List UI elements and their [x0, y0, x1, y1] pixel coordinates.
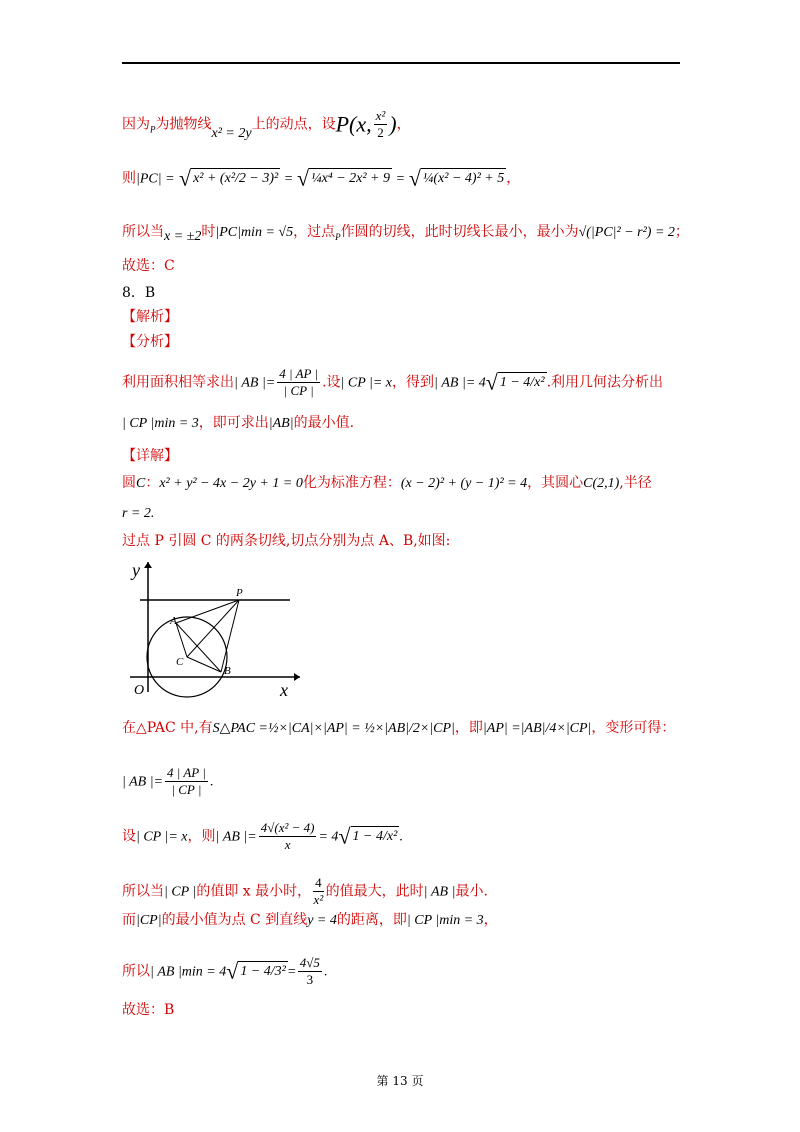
text-line-20: 故选：B [122, 1002, 175, 1018]
math-expression: | CP |= x [340, 375, 393, 391]
fraction-numerator: 4 | AP | [167, 765, 206, 780]
geometry-figure [130, 562, 300, 706]
text-line-8 [122, 366, 663, 399]
fraction-denominator: | CP | [283, 383, 314, 398]
math-equation: y = 4 [307, 913, 337, 928]
math-expression: | CP |min = 3 [406, 913, 484, 928]
text: 的距离，即 [336, 912, 407, 928]
math-expression: |AB|/2 [384, 721, 420, 736]
text: . [209, 774, 214, 790]
text-line-11 [122, 473, 652, 494]
math-var: P [335, 231, 341, 242]
math-equation: x² = 2y [211, 125, 252, 141]
math-expression: ×|CP| [556, 721, 592, 736]
text: . [399, 829, 403, 845]
math-radicand: 1 − 4/x² [498, 372, 547, 393]
text: 因为 [122, 116, 150, 133]
math-point: P(x, [335, 111, 372, 137]
math-fraction [277, 366, 320, 399]
label-x: x [280, 680, 288, 700]
text: 圆 [122, 475, 136, 491]
text: 所以当 [122, 224, 164, 240]
math-expression: √(|PC|² − r²) = 2 [578, 225, 675, 240]
math-expression: | AB | [423, 884, 456, 900]
fraction-numerator: 4 [315, 875, 322, 890]
page-number: 第 13 页 [376, 1074, 424, 1088]
text: ，得到 [392, 374, 435, 391]
math-fraction [298, 955, 322, 988]
label-b: B [224, 665, 231, 677]
text: 设 [122, 828, 136, 845]
text: . [323, 964, 328, 980]
text: 最小. [455, 883, 488, 900]
label-p: P [236, 587, 243, 599]
math-expression: | AB |= [215, 829, 257, 845]
text-line-4: 故选：C [122, 258, 175, 274]
fraction-denominator: | CP | [171, 782, 202, 797]
text: 时 [201, 224, 216, 240]
text: 而 [122, 912, 136, 928]
tangent-pa [176, 600, 239, 623]
segment-cb [187, 657, 221, 672]
text: ， [483, 912, 498, 928]
text: ,半径 [619, 475, 652, 491]
text: .设 [322, 374, 341, 391]
math-expression: |PC|min = √5 [215, 225, 294, 240]
math-var: C [136, 476, 146, 491]
math-radicand: ¼(x² − 4)² + 5 [421, 168, 506, 189]
text: ， [396, 116, 411, 133]
sqrt-symbol: √ [297, 165, 310, 191]
segment-pc [187, 600, 239, 657]
math-equation: x² + y² − 4x − 2y + 1 = 0 [159, 476, 303, 491]
sqrt-symbol: √ [179, 165, 192, 191]
math-paren: ) [389, 111, 397, 137]
header-rule [122, 62, 680, 64]
math-expression: | AB |min = 4 [150, 964, 227, 980]
text-line-18 [122, 910, 498, 931]
text: ，其圆心 [527, 475, 584, 491]
text: 为抛物线 [155, 116, 212, 133]
fraction-numerator: 4√5 [299, 955, 320, 970]
text: 所以 [122, 963, 150, 980]
text-line-2 [122, 165, 521, 191]
text: 在△PAC 中,有 [122, 720, 213, 736]
text: ，过点 [293, 224, 336, 240]
label-y: y [132, 562, 140, 580]
label-o: O [134, 683, 145, 698]
tangent-pb [221, 600, 239, 672]
math-expression: |CP| [136, 913, 162, 928]
text-line-17 [122, 875, 488, 908]
math-expression: |PC| = [136, 171, 175, 187]
section-heading-jiexi: 【解析】 [122, 309, 178, 325]
math-expression: |AP| = [482, 721, 521, 736]
text-line-14 [122, 718, 675, 739]
math-expression: | CP |= x [136, 829, 188, 845]
label-a: A [170, 615, 177, 627]
math-equals: = [396, 171, 405, 187]
segment-ac [176, 623, 187, 657]
section-heading-xiangjie: 【详解】 [122, 448, 178, 464]
sqrt-symbol: √ [408, 165, 421, 191]
text: 利用面积相等求出 [122, 374, 234, 391]
text: 上的动点，设 [251, 116, 336, 133]
text-line-13: 过点 P 引圆 C 的两条切线,切点分别为点 A、B,如图: [122, 533, 451, 549]
fraction-numerator: 4 | AP | [279, 366, 319, 381]
text-line-16 [122, 820, 403, 853]
sqrt-symbol: √ [226, 958, 239, 984]
math-expression: | AB |= [122, 774, 163, 790]
label-c: C [176, 656, 184, 668]
math-fraction [374, 108, 388, 141]
math-radicand: 1 − 4/3² [238, 961, 288, 982]
text: 所以当 [122, 883, 164, 900]
math-expression: | CP |min = 3 [122, 416, 199, 431]
answer-number: 8．B [122, 285, 156, 301]
math-equals: = [287, 964, 296, 980]
text-line-1 [122, 108, 411, 141]
x-axis-arrow [294, 673, 300, 681]
math-expression: |AB|/4 [520, 721, 557, 736]
text: 作圆的切线，此时切线长最小，最小为 [340, 224, 579, 240]
text: ， [506, 170, 521, 187]
math-expression: S△PAC = [212, 721, 268, 736]
math-expression: ×|CP| [419, 721, 455, 736]
section-heading-fenxi: 【分析】 [122, 334, 178, 350]
math-fraction [313, 875, 324, 908]
math-radicand: 1 − 4/x² [351, 826, 400, 847]
math-expression: ½×|CA|×|AP| = ½× [267, 721, 385, 736]
text: 的值最大，此时 [325, 883, 424, 900]
text: .利用几何法分析出 [546, 374, 664, 391]
math-expression: | AB |= 4 [434, 375, 486, 391]
math-equals: = [284, 171, 293, 187]
text-line-19 [122, 955, 327, 988]
sqrt-symbol: √ [485, 369, 498, 395]
geometry-diagram [130, 562, 300, 702]
math-expression: | AB |= [234, 375, 276, 391]
text: 则 [122, 170, 136, 187]
y-axis-arrow [144, 562, 152, 568]
fraction-numerator: x² [375, 108, 386, 123]
text: ： [145, 475, 160, 491]
math-fraction [259, 820, 317, 853]
text: ，变形可得： [591, 720, 676, 736]
math-condition: x = ±2 [164, 229, 202, 244]
fraction-denominator: 3 [306, 972, 314, 987]
text-line-12: r = 2. [122, 506, 155, 521]
text-line-15 [122, 765, 213, 798]
text: 化为标准方程： [302, 475, 401, 491]
math-expression: |AB| [268, 416, 294, 431]
text-line-3 [122, 222, 689, 247]
text: 的最小值为点 C 到直线 [161, 912, 308, 928]
sqrt-symbol: √ [338, 823, 351, 849]
text: ，则 [187, 828, 216, 845]
text-line-9 [122, 413, 354, 434]
text: ； [674, 224, 689, 240]
fraction-numerator: 4√(x² − 4) [260, 820, 315, 835]
math-equation: (x − 2)² + (y − 1)² = 4 [400, 476, 528, 491]
math-expression: = 4 [318, 829, 339, 845]
math-radicand: x² + (x²/2 − 3)² [191, 168, 280, 189]
math-var: P [150, 124, 156, 135]
fraction-denominator: x² [313, 892, 324, 907]
text: ，即 [454, 720, 483, 736]
text: 的值即 x 最小时， [196, 883, 312, 900]
fraction-denominator: x [284, 837, 291, 852]
math-point: C(2,1) [583, 476, 620, 491]
text: ，即可求出 [198, 415, 269, 431]
math-fraction [165, 765, 208, 798]
text: 的最小值. [293, 415, 355, 431]
math-radicand: ¼x⁴ − 2x² + 9 [309, 168, 392, 189]
math-expression: | CP | [164, 884, 197, 900]
fraction-denominator: 2 [377, 125, 384, 140]
